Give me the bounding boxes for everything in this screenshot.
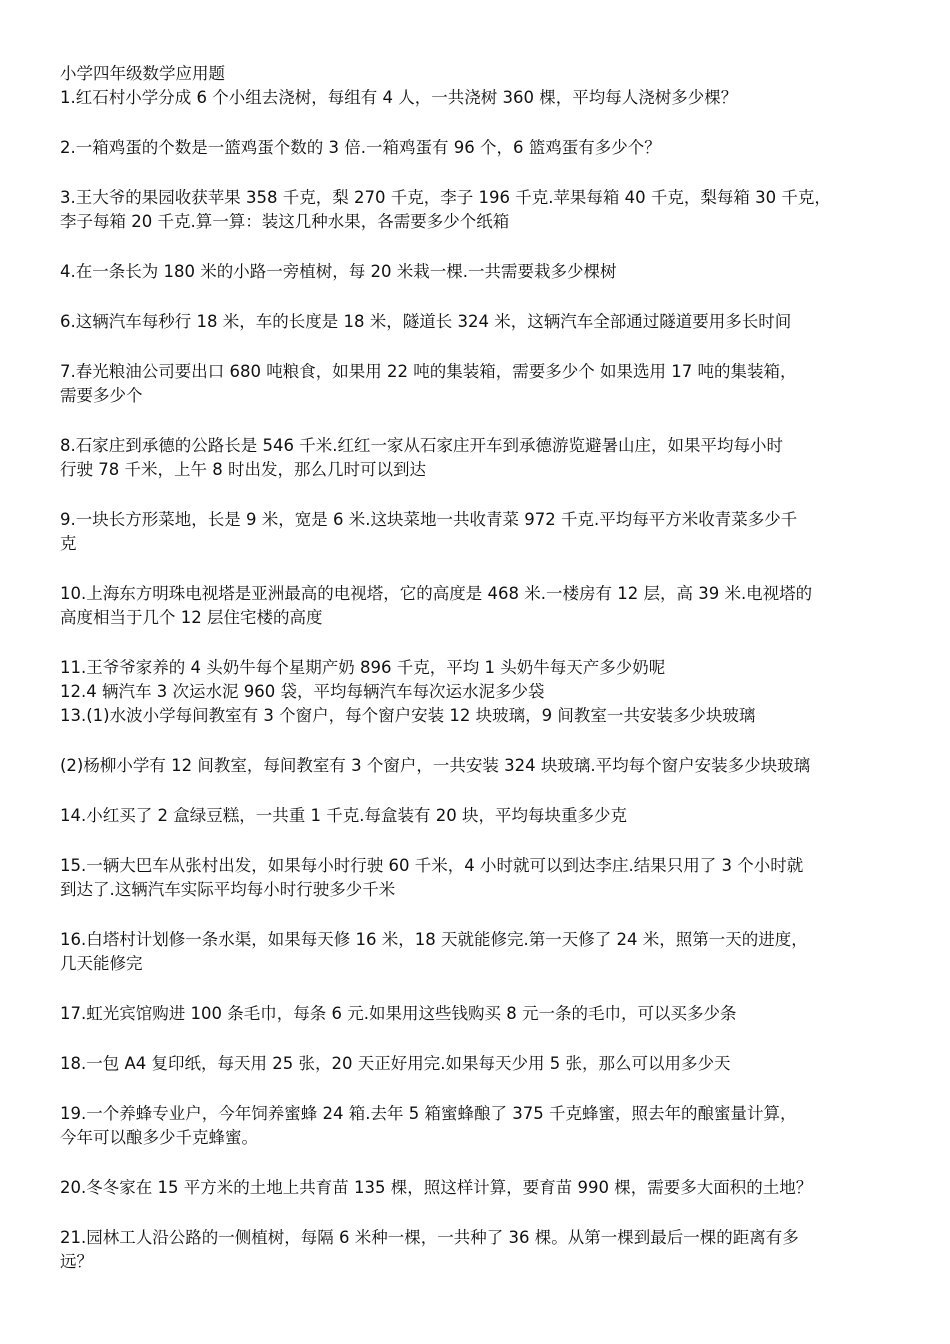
problem-item (60, 508, 900, 556)
problem-item (60, 260, 900, 284)
paragraph-gap (60, 902, 900, 928)
paragraph-gap (60, 408, 900, 434)
problem-item (60, 186, 900, 234)
problem-list (60, 86, 900, 1274)
problem-line: 李子每箱 20 千克.算一算：装这几种水果，各需要多少个纸箱 (60, 212, 510, 231)
problem-line: 4.在一条长为 180 米的小路一旁植树，每 20 米栽一棵.一共需要栽多少棵树 (60, 262, 617, 281)
paragraph-gap (60, 160, 900, 186)
paragraph-gap (60, 334, 900, 360)
problem-line: 20.冬冬家在 15 平方米的土地上共育苗 135 棵，照这样计算，要育苗 990 棵，需要多大面积的土地？ (60, 1178, 813, 1197)
problem-item (60, 434, 900, 482)
paragraph-gap (60, 828, 900, 854)
problem-item (60, 582, 900, 630)
problem-line: 8.石家庄到承德的公路长是 546 千米.红红一家从石家庄开车到承德游览避暑山庄，如果平均每小时 (60, 436, 783, 455)
problem-line: 今年可以酿多少千克蜂蜜。 (60, 1128, 258, 1147)
problem-item (60, 854, 900, 902)
problem-item (60, 1052, 900, 1076)
problem-line: 12.4 辆汽车 3 次运水泥 960 袋，平均每辆汽车每次运水泥多少袋 (60, 682, 545, 701)
problem-item (60, 928, 900, 976)
problem-line: 13.(1)水波小学每间教室有 3 个窗户，每个窗户安装 12 块玻璃，9 间教室一共安装多少块玻璃 (60, 706, 756, 725)
problem-item (60, 1176, 900, 1200)
problem-line: 克 (60, 534, 77, 553)
problem-line: 14.小红买了 2 盒绿豆糕，一共重 1 千克.每盒装有 20 块，平均每块重多少克 (60, 806, 627, 825)
problem-line: 9.一块长方形菜地，长是 9 米，宽是 6 米.这块菜地一共收青菜 972 千克.平均每平方米收青菜多少千 (60, 510, 798, 529)
problem-line: 3.王大爷的果园收获苹果 358 千克，梨 270 千克，李子 196 千克.苹果每箱 40 千克，梨每箱 30 千克， (60, 188, 831, 207)
problem-item (60, 754, 900, 778)
problem-item (60, 136, 900, 160)
problem-line: 到达了.这辆汽车实际平均每小时行驶多少千米 (60, 880, 396, 899)
problem-line: 需要多少个 (60, 386, 143, 405)
paragraph-gap (60, 234, 900, 260)
problem-line: 18.一包 A4 复印纸，每天用 25 张，20 天正好用完.如果每天少用 5 张，那么可以用多少天 (60, 1054, 731, 1073)
paragraph-gap (60, 1150, 900, 1176)
paragraph-gap (60, 556, 900, 582)
paragraph-gap (60, 728, 900, 754)
problem-line: 11.王爷爷家养的 4 头奶牛每个星期产奶 896 千克，平均 1 头奶牛每天产多少奶呢 (60, 658, 666, 677)
problem-line: 7.春光粮油公司要出口 680 吨粮食，如果用 22 吨的集装箱，需要多少个 如果选用 17 吨的集装箱， (60, 362, 797, 381)
paragraph-gap (60, 482, 900, 508)
problem-line: 19.一个养蜂专业户，今年饲养蜜蜂 24 箱.去年 5 箱蜜蜂酿了 375 千克蜂蜜，照去年的酿蜜量计算， (60, 1104, 797, 1123)
paragraph-gap (60, 1076, 900, 1102)
problem-item (60, 310, 900, 334)
problem-line: 1.红石村小学分成 6 个小组去浇树，每组有 4 人，一共浇树 360 棵，平均每人浇树多少棵？ (60, 88, 738, 107)
problem-line: 15.一辆大巴车从张村出发，如果每小时行驶 60 千米，4 小时就可以到达李庄.结果只用了 3 个小时就 (60, 856, 804, 875)
paragraph-gap (60, 630, 900, 656)
problem-line: 行驶 78 千米，上午 8 时出发，那么几时可以到达 (60, 460, 426, 479)
document-page (60, 62, 900, 1274)
problem-item (60, 1102, 900, 1150)
paragraph-gap (60, 976, 900, 1002)
problem-line: 21.园林工人沿公路的一侧植树，每隔 6 米种一棵，一共种了 36 棵。从第一棵到最后一棵的距离有多 (60, 1228, 799, 1247)
problem-item (60, 360, 900, 408)
problem-line: 6.这辆汽车每秒行 18 米，车的长度是 18 米，隧道长 324 米，这辆汽车全部通过隧道要用多长时间 (60, 312, 792, 331)
problem-line: 远？ (60, 1252, 93, 1271)
paragraph-gap (60, 110, 900, 136)
problem-item (60, 1002, 900, 1026)
paragraph-gap (60, 778, 900, 804)
paragraph-gap (60, 284, 900, 310)
problem-item (60, 656, 900, 728)
problem-item (60, 86, 900, 110)
problem-line: 10.上海东方明珠电视塔是亚洲最高的电视塔，它的高度是 468 米.一楼房有 12 层，高 39 米.电视塔的 (60, 584, 813, 603)
paragraph-gap (60, 1200, 900, 1226)
document-title: 小学四年级数学应用题 (60, 64, 225, 83)
problem-line: 17.虹光宾馆购进 100 条毛巾，每条 6 元.如果用这些钱购买 8 元一条的毛巾，可以买多少条 (60, 1004, 737, 1023)
problem-item (60, 804, 900, 828)
problem-item (60, 1226, 900, 1274)
problem-line: 高度相当于几个 12 层住宅楼的高度 (60, 608, 323, 627)
problem-line: (2)杨柳小学有 12 间教室，每间教室有 3 个窗户，一共安装 324 块玻璃.平均每个窗户安装多少块玻璃 (60, 756, 811, 775)
paragraph-gap (60, 1026, 900, 1052)
problem-line: 16.白塔村计划修一条水渠，如果每天修 16 米，18 天就能修完.第一天修了 24 米，照第一天的进度， (60, 930, 808, 949)
problem-line: 几天能修完 (60, 954, 143, 973)
problem-line: 2.一箱鸡蛋的个数是一篮鸡蛋个数的 3 倍.一箱鸡蛋有 96 个，6 篮鸡蛋有多少个？ (60, 138, 661, 157)
